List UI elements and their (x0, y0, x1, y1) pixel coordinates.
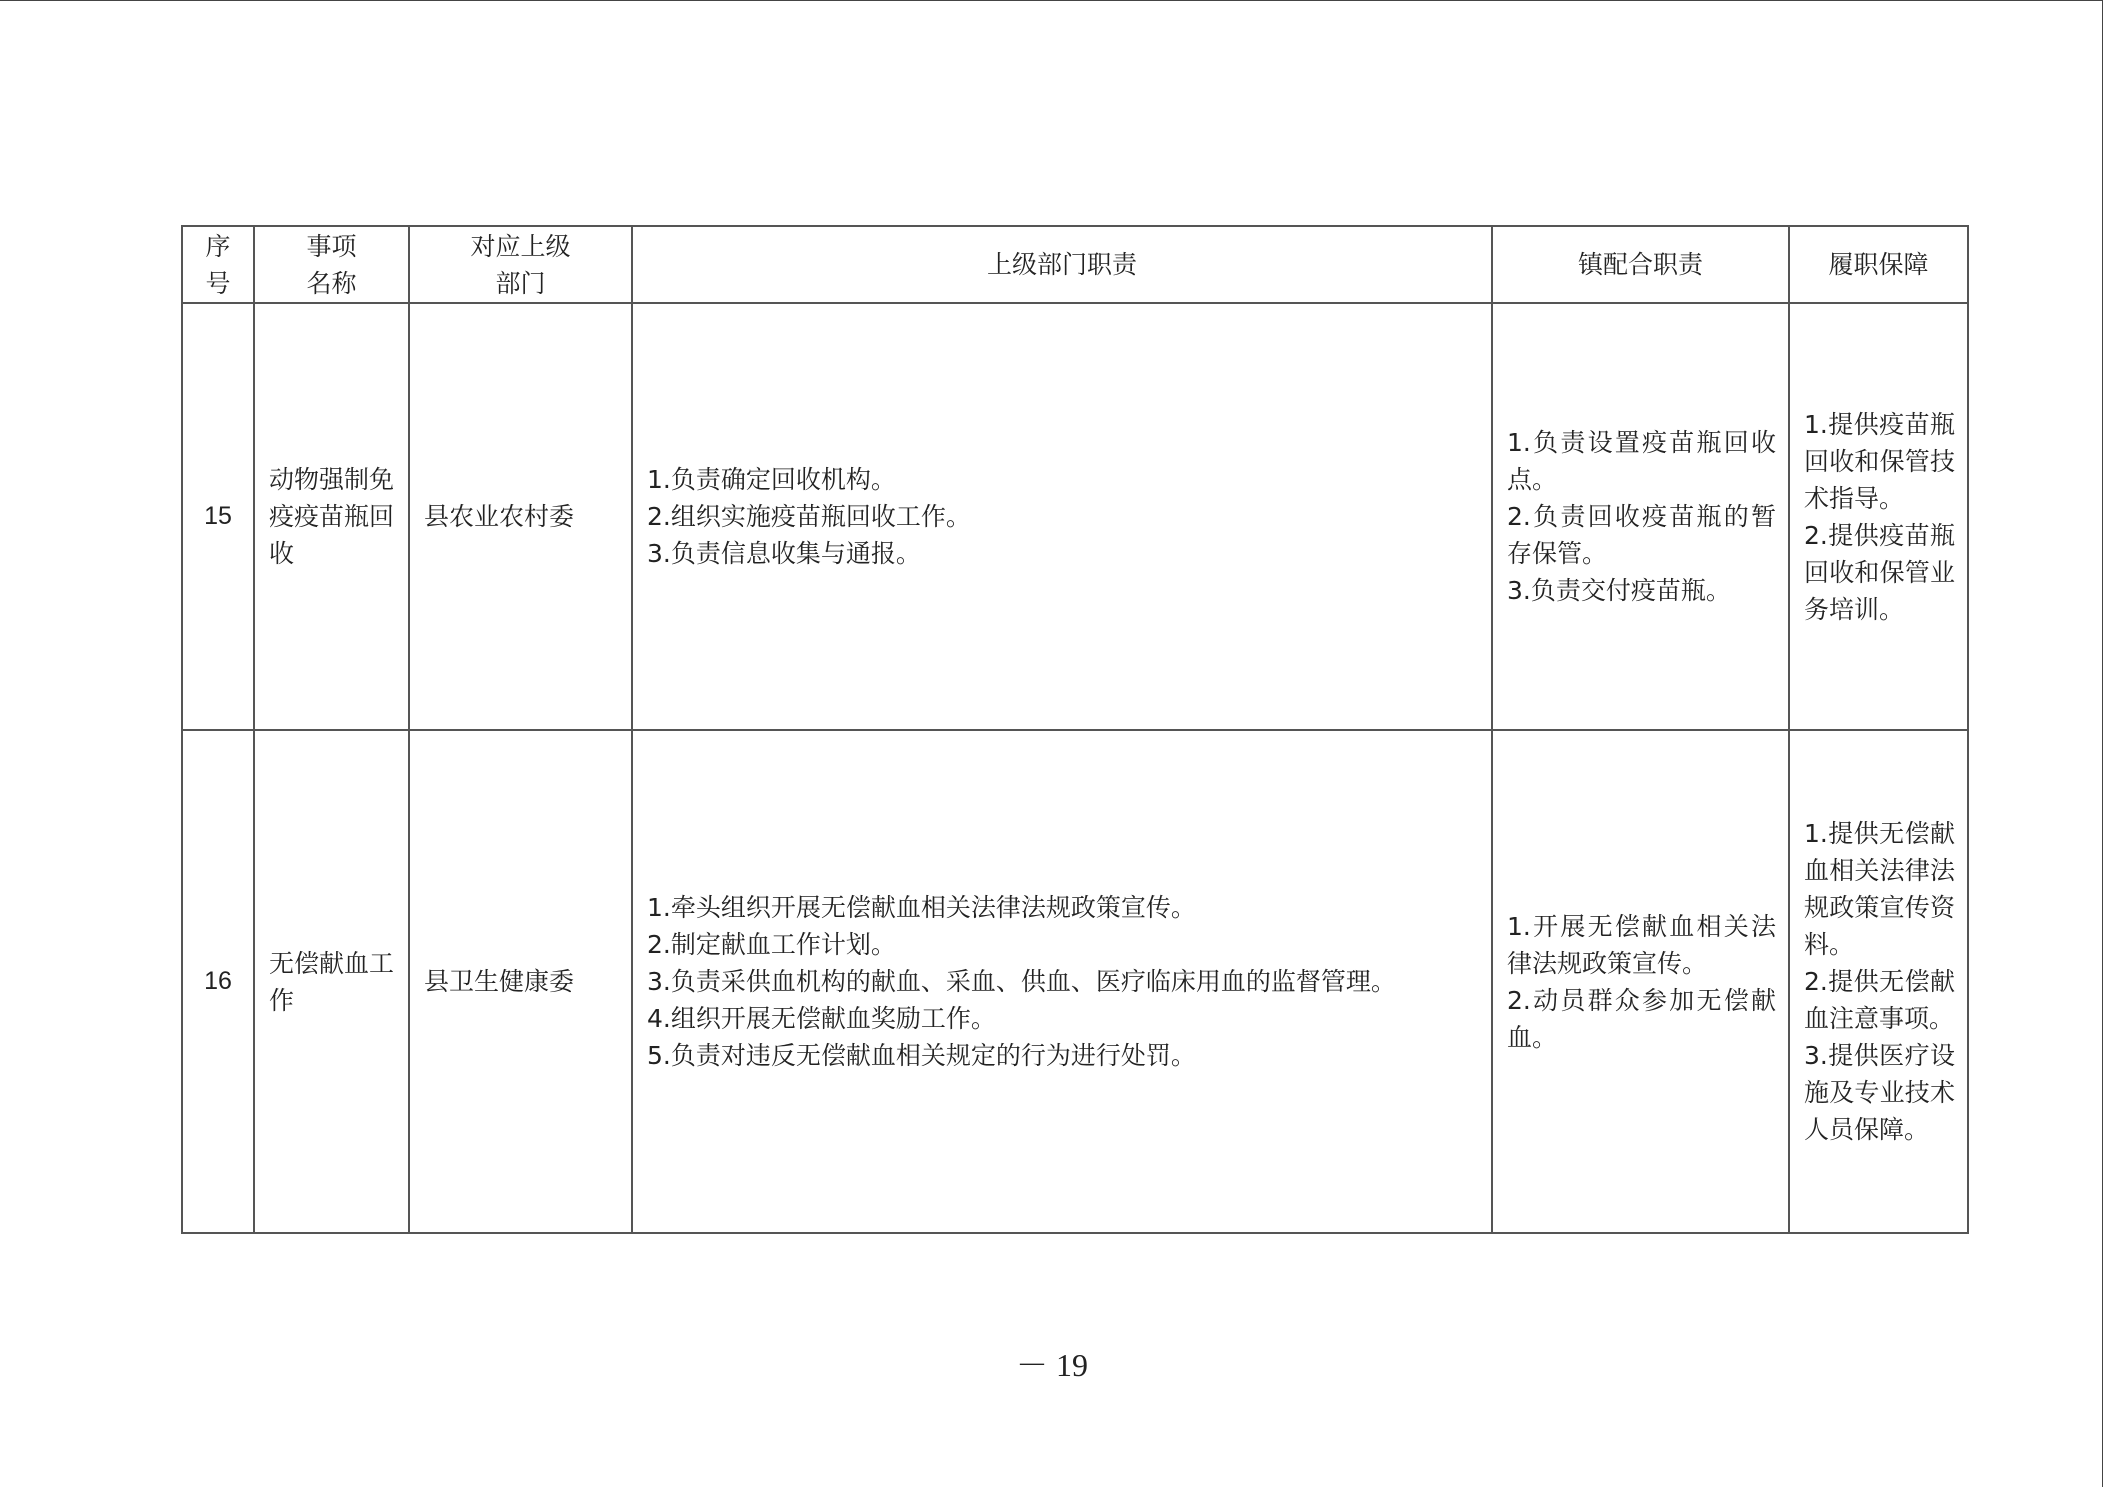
header-row (182, 226, 1968, 303)
header-seq-text: 序 号 (205, 231, 231, 298)
guarantee-item: 1.提供无偿献血相关法律法规政策宣传资料。 (1804, 819, 1955, 959)
row-seq: 15 (182, 303, 254, 730)
row-seq: 16 (182, 730, 254, 1233)
row-dept: 县卫生健康委 (409, 730, 632, 1233)
header-town-duties: 镇配合职责 (1492, 226, 1789, 303)
duty-item: 3.负责交付疫苗瓶。 (1507, 576, 1731, 605)
duty-item: 1.开展无偿献血相关法律法规政策宣传。 (1507, 911, 1776, 978)
header-dept (409, 226, 632, 303)
guarantee-item: 2.提供无偿献血注意事项。 (1804, 967, 1955, 1033)
duty-item: 3.负责信息收集与通报。 (647, 539, 921, 568)
guarantee-item: 3.提供医疗设施及专业技术人员保障。 (1804, 1041, 1955, 1144)
page-number: － 19 (1015, 1347, 1088, 1383)
row-town-duties (1492, 303, 1789, 730)
guarantee-item: 1.提供疫苗瓶回收和保管技术指导。 (1804, 409, 1955, 513)
duty-item: 1.牵头组织开展无偿献血相关法律法规政策宣传。 (647, 893, 1196, 922)
header-guarantee: 履职保障 (1789, 226, 1968, 303)
header-seq (182, 226, 254, 303)
header-name-text: 事项 名称 (306, 231, 357, 298)
duty-item: 3.负责采供血机构的献血、采血、供血、医疗临床用血的监督管理。 (647, 967, 1396, 996)
duty-table (181, 225, 1969, 1234)
row-upper-duties (632, 303, 1492, 730)
row-upper-duties (632, 730, 1492, 1233)
table-row (182, 303, 1968, 730)
duty-item: 2.负责回收疫苗瓶的暂存保管。 (1507, 502, 1776, 568)
duty-item: 1.负责设置疫苗瓶回收点。 (1507, 428, 1776, 494)
guarantee-item: 2.提供疫苗瓶回收和保管业务培训。 (1804, 520, 1955, 624)
row-guarantee (1789, 730, 1968, 1233)
duty-item: 2.组织实施疫苗瓶回收工作。 (647, 502, 971, 531)
row-dept: 县农业农村委 (409, 303, 632, 730)
table-row (182, 730, 1968, 1233)
duty-item: 4.组织开展无偿献血奖励工作。 (647, 1004, 996, 1033)
row-item-name: 无偿献血工作 (254, 730, 409, 1233)
row-guarantee (1789, 303, 1968, 730)
row-town-duties (1492, 730, 1789, 1233)
duty-item: 5.负责对违反无偿献血相关规定的行为进行处罚。 (647, 1041, 1196, 1070)
header-upper-duties: 上级部门职责 (632, 226, 1492, 303)
duty-item: 1.负责确定回收机构。 (647, 465, 896, 494)
duty-item: 2.动员群众参加无偿献血。 (1507, 985, 1776, 1052)
header-name (254, 226, 409, 303)
duty-item: 2.制定献血工作计划。 (647, 930, 896, 959)
row-item-name: 动物强制免疫疫苗瓶回收 (254, 303, 409, 730)
header-dept-text: 对应上级 部门 (470, 231, 571, 298)
